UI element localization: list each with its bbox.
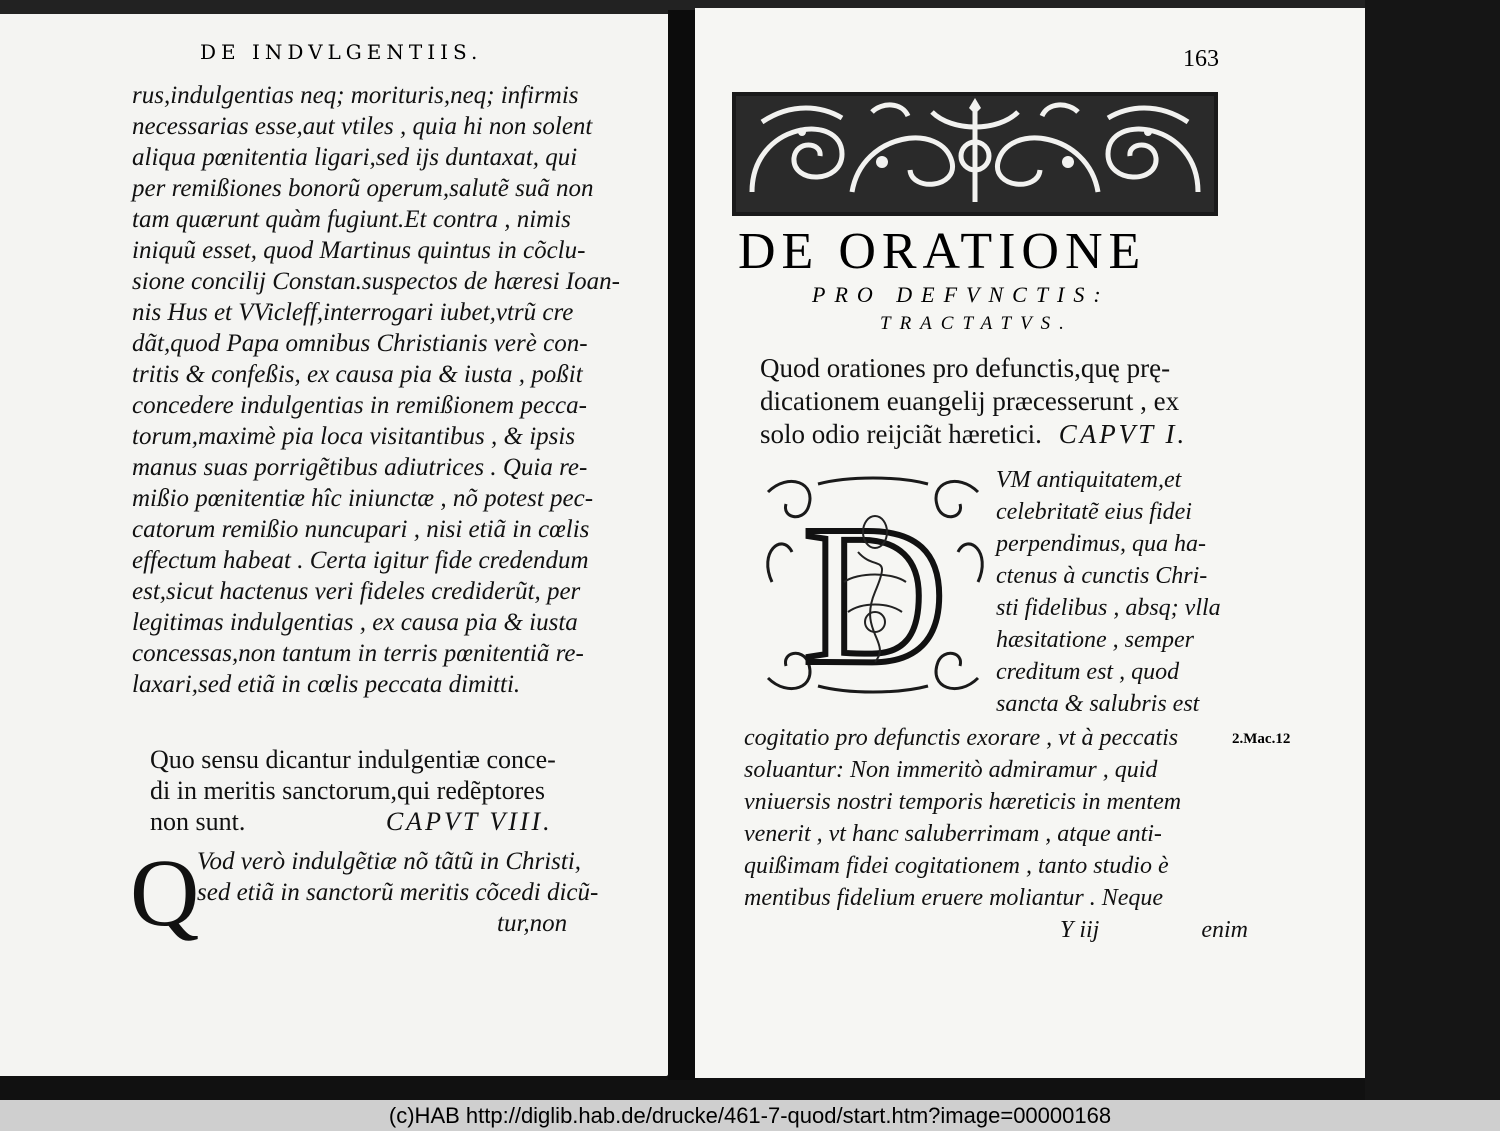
treatise-subtitle-2: TRACTATVS. — [880, 313, 1073, 334]
text-line: hæsitatione , semper — [996, 627, 1194, 653]
heading-last-text: solo odio reijciãt hæretici. — [760, 419, 1042, 449]
text-line: mißio pœnitentiæ hîc iniunctæ , nõ potest pec- — [132, 485, 594, 512]
chapter-label: CAPVT I. — [1058, 419, 1188, 449]
text-line: tritis & confeßis, ex causa pia & iusta , poßit — [132, 361, 583, 388]
text-line: sed etiã in sanctorũ meritis cõcedi dicũ- — [197, 879, 599, 906]
text-line: celebritatẽ eius fidei — [996, 499, 1192, 525]
text-line: laxari,sed etiã in cœlis peccata dimitti. — [132, 671, 521, 698]
decorated-initial-d — [758, 472, 992, 698]
heading-line: Quod orationes pro defunctis,quę prę- — [760, 353, 1171, 383]
initial-ornament — [758, 472, 992, 698]
text-line: effectum habeat . Certa igitur fide credendum — [132, 547, 589, 574]
text-line: quißimam fidei cogitationem , tanto studio è — [744, 853, 1169, 879]
running-head: DE INDVLGENTIIS. — [200, 40, 483, 64]
left-chapter-text — [197, 846, 598, 939]
signature-line — [744, 914, 1248, 946]
text-line: sione concilij Constan.suspectos de hæresi Ioan- — [132, 268, 620, 295]
text-line: mentibus fidelium eruere moliantur . Neque — [744, 885, 1164, 911]
initial-letter: D — [802, 485, 948, 698]
page-number: 163 — [1183, 46, 1219, 72]
text-line: venerit , vt hanc saluberrimam , atque anti- — [744, 821, 1162, 847]
right-chapter-heading — [760, 352, 1187, 451]
heading-line-last — [760, 418, 1187, 451]
copyright-footer: (c)HAB http://diglib.hab.de/drucke/461-7-quod/start.htm?image=00000168 — [0, 1100, 1500, 1131]
text-line: ctenus à cunctis Chri- — [996, 563, 1208, 589]
page-edge-shadow — [1365, 0, 1500, 1100]
text-line: torum,maximè pia loca visitantibus , & ipsis — [132, 423, 576, 450]
text-line: Vod verò indulgẽtiæ nõ tãtũ in Christi, — [197, 848, 582, 875]
text-line: VM antiquitatem,et — [996, 467, 1182, 493]
initial-adjacent-text — [996, 464, 1221, 720]
text-line: concessas,non tantum in terris pœnitentiã re- — [132, 640, 584, 667]
text-line: catorum remißio nuncupari , nisi etiã in cœlis — [132, 516, 590, 543]
text-line: creditum est , quod — [996, 659, 1180, 685]
treatise-subtitle: PRO DEFVNCTIS: — [812, 282, 1110, 307]
text-line: necessarias esse,aut vtiles , quia hi non solent — [132, 113, 593, 140]
text-line: perpendimus, qua ha- — [996, 531, 1206, 557]
text-line: vniuersis nostri temporis hæreticis in mentem — [744, 789, 1182, 815]
right-paragraph — [744, 722, 1248, 946]
text-line: concedere indulgentias in remißionem pecca- — [132, 392, 587, 419]
ornamental-headpiece — [732, 92, 1218, 216]
heading-line: di in meritis sanctorum,qui redẽptores — [150, 776, 545, 805]
text-line: cogitatio pro defunctis exorare , vt à peccatis — [744, 725, 1179, 751]
heading-line-last — [150, 806, 556, 837]
left-paragraph — [132, 80, 620, 700]
text-line: legitimas indulgentias , ex causa pia & iusta — [132, 609, 578, 636]
text-line: rus,indulgentias neq; morituris,neq; infirmis — [132, 82, 579, 109]
text-line: aliqua pœnitentia ligari,sed ijs duntaxat, qui — [132, 144, 578, 171]
heading-line: Quo sensu dicantur indulgentiæ conce- — [150, 745, 556, 774]
catchword: enim — [1201, 917, 1249, 943]
text-line: manus suas porrigẽtibus adiutrices . Quia re- — [132, 454, 588, 481]
text-line: iniquũ esset, quod Martinus quintus in cõclu- — [132, 237, 586, 264]
text-line: tur,non — [497, 910, 568, 937]
text-line: tam quærunt quàm fugiunt.Et contra , nimis — [132, 206, 571, 233]
text-line: sti fidelibus , absq; vlla — [996, 595, 1221, 621]
text-line: per remißiones bonorũ operum,salutẽ suã non — [132, 175, 594, 202]
margin-note: 2.Mac.12 — [1232, 731, 1291, 747]
treatise-title: DE ORATIONE — [738, 223, 1147, 280]
text-line: sancta & salubris est — [996, 691, 1200, 717]
heading-line: dicationem euangelij præcesserunt , ex — [760, 386, 1180, 416]
signature-mark: Y iij — [1060, 917, 1100, 943]
text-line: est,sicut hactenus veri fideles crediderũt, per — [132, 578, 581, 605]
book-gutter — [668, 10, 698, 1080]
left-chapter-heading — [150, 744, 556, 837]
heading-last-text: non sunt. — [150, 807, 246, 836]
text-line: dãt,quod Papa omnibus Christianis verè con- — [132, 330, 588, 357]
dropcap-q: Q — [130, 839, 200, 946]
text-line: soluantur: Non immeritò admiramur , quid — [744, 757, 1158, 783]
text-line: nis Hus et VVicleff,interrogari iubet,vtrũ cre — [132, 299, 574, 326]
chapter-label: CAPVT VIII. — [385, 807, 553, 836]
